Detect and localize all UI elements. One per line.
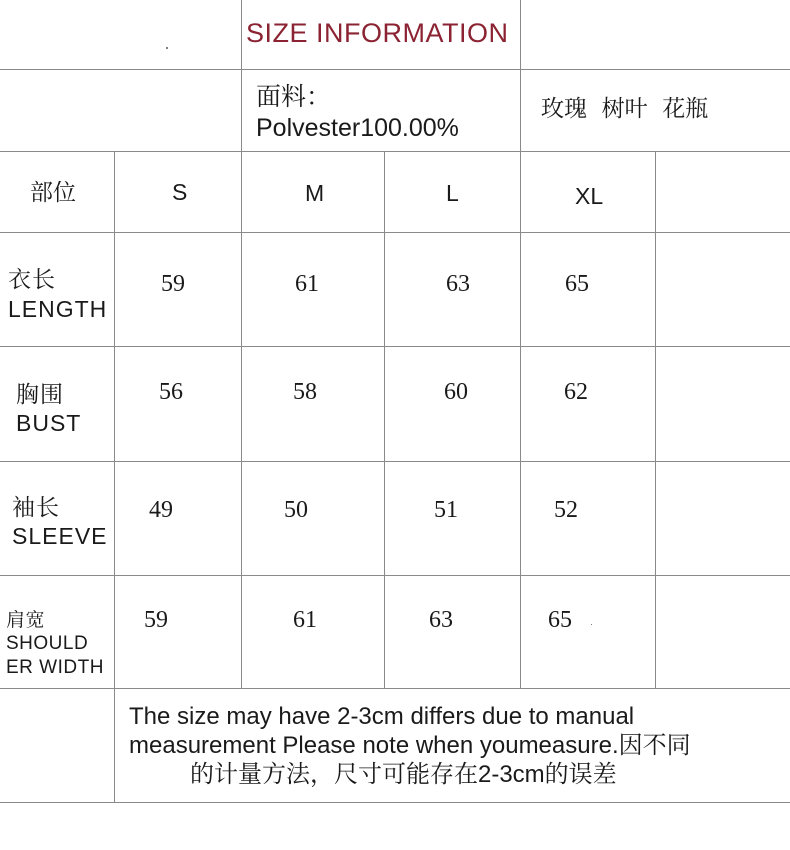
cell-value: 61 xyxy=(295,271,319,297)
cell-value: 58 xyxy=(293,379,317,405)
color-options: 玫瑰 树叶 花瓶 xyxy=(541,96,709,122)
page-title: SIZE INFORMATION xyxy=(246,18,509,48)
cell-value: 62 xyxy=(564,379,588,405)
table-rule xyxy=(0,151,790,152)
header-size-m: M xyxy=(305,180,325,206)
table-rule xyxy=(114,151,115,802)
speck xyxy=(166,47,168,49)
row-label-cn: 袖长 xyxy=(12,494,60,520)
table-rule xyxy=(0,461,790,462)
cell-value: 50 xyxy=(284,497,308,523)
cell-value: 59 xyxy=(161,271,185,297)
header-size-l: L xyxy=(446,180,459,206)
cell-value: 59 xyxy=(144,607,168,633)
table-rule xyxy=(0,802,790,803)
fabric-value: Polvester100.00% xyxy=(256,114,459,142)
cell-value: 65 xyxy=(548,607,572,633)
cell-value: 63 xyxy=(446,271,470,297)
header-part: 部位 xyxy=(30,179,76,205)
note-line-3: 的计量方法，尺寸可能存在2-3cm的误差 xyxy=(190,761,617,788)
table-rule xyxy=(655,151,656,688)
cell-value: 65 xyxy=(565,271,589,297)
fabric-label: 面料： xyxy=(256,83,332,111)
table-rule xyxy=(0,232,790,233)
speck xyxy=(591,624,592,625)
row-label-cn: 肩宽 xyxy=(6,610,46,631)
cell-value: 49 xyxy=(149,497,173,523)
row-label-en: LENGTH xyxy=(8,296,108,322)
row-label-en: SLEEVE xyxy=(12,523,108,549)
row-label-cn: 衣长 xyxy=(8,266,56,292)
note-line-2: measurement Please note when youmeasure.因不同 xyxy=(129,732,691,759)
row-label-cn: 胸围 xyxy=(16,381,64,407)
header-size-xl: XL xyxy=(575,183,604,209)
table-rule xyxy=(520,0,521,151)
row-label-en: BUST xyxy=(16,410,82,436)
table-rule xyxy=(520,151,521,688)
table-rule xyxy=(384,151,385,688)
note-line-1: The size may have 2-3cm differs due to manual xyxy=(129,703,635,730)
table-rule xyxy=(0,69,790,70)
cell-value: 51 xyxy=(434,497,458,523)
table-rule xyxy=(241,151,242,688)
cell-value: 56 xyxy=(159,379,183,405)
row-label-en-line1: SHOULD xyxy=(6,633,89,654)
cell-value: 61 xyxy=(293,607,317,633)
cell-value: 52 xyxy=(554,497,578,523)
table-rule xyxy=(241,0,242,151)
table-rule xyxy=(0,346,790,347)
table-rule xyxy=(0,688,790,689)
header-size-s: S xyxy=(172,179,188,205)
table-rule xyxy=(0,575,790,576)
row-label-en-line2: ER WIDTH xyxy=(6,657,104,678)
cell-value: 63 xyxy=(429,607,453,633)
cell-value: 60 xyxy=(444,379,468,405)
